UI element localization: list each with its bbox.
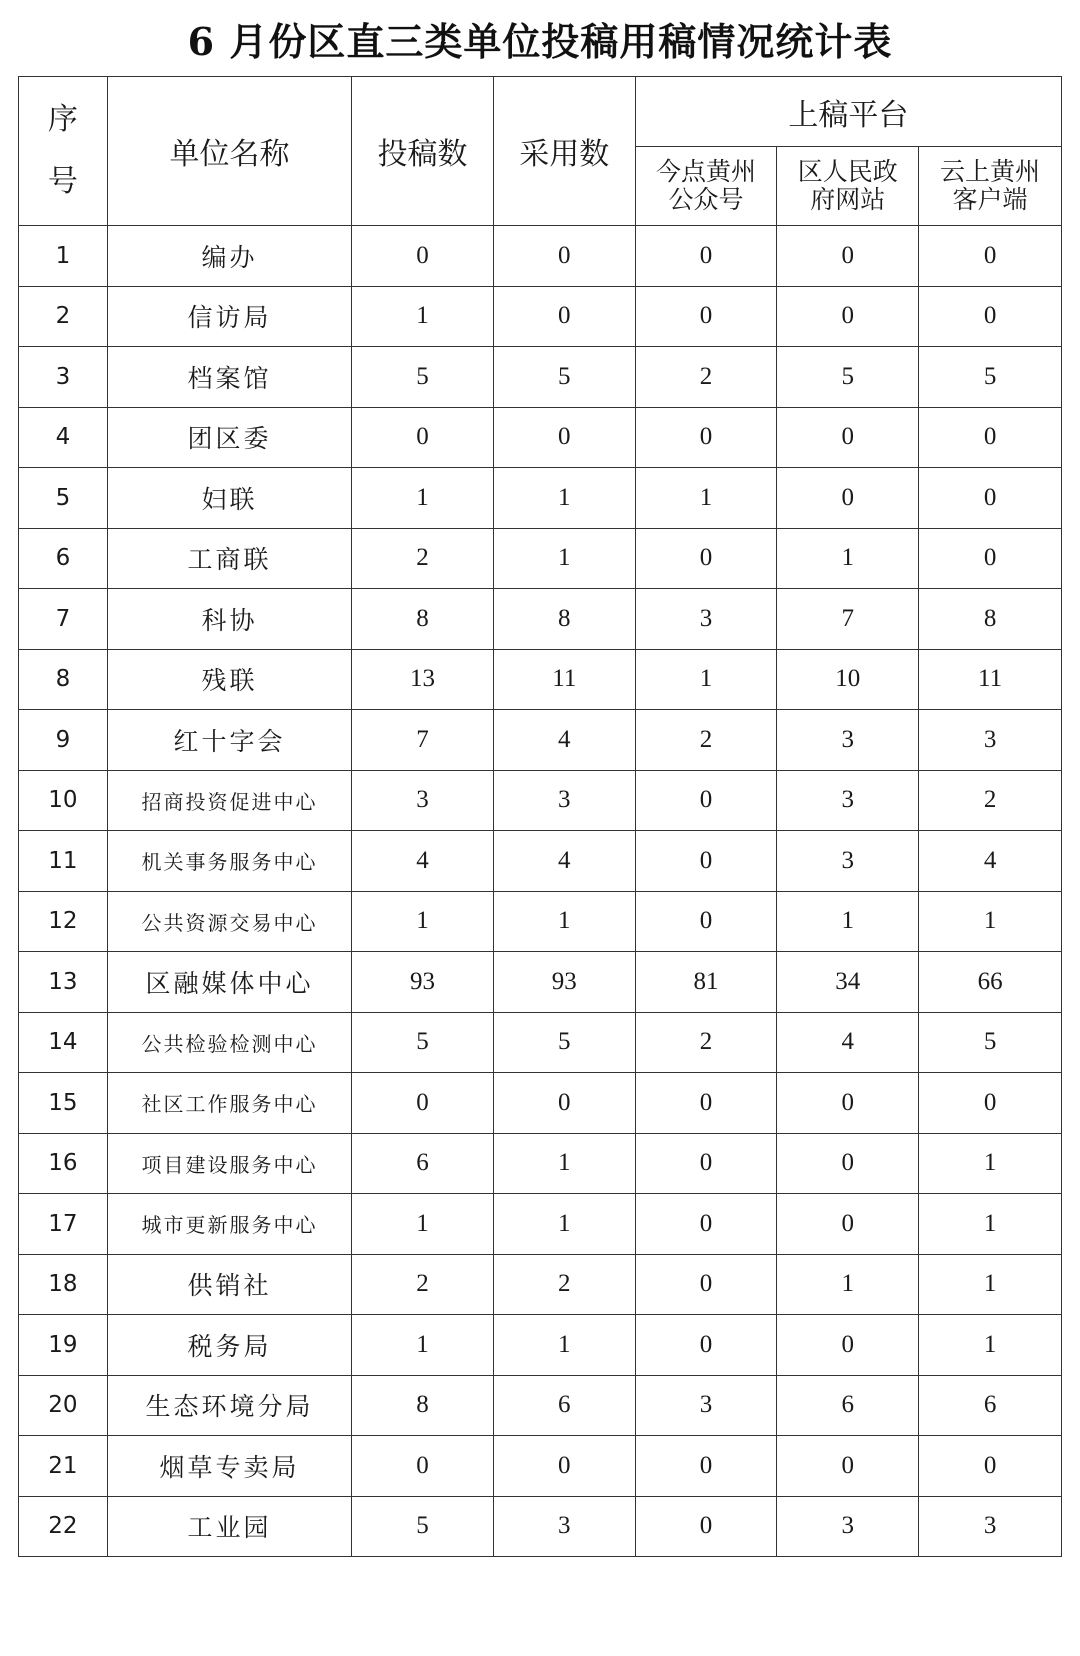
cell-platform-gov-site: 0 [777, 1194, 919, 1255]
cell-adopted: 1 [493, 1194, 635, 1255]
cell-unit-name: 税务局 [107, 1315, 351, 1376]
cell-adopted: 0 [493, 1436, 635, 1497]
cell-platform-yunshang: 5 [919, 1012, 1062, 1073]
cell-platform-yunshang: 66 [919, 952, 1062, 1013]
cell-submitted: 1 [352, 468, 494, 529]
cell-unit-name: 工商联 [107, 528, 351, 589]
cell-platform-yunshang: 1 [919, 891, 1062, 952]
cell-platform-jindian: 0 [635, 831, 777, 892]
cell-unit-name: 区融媒体中心 [107, 952, 351, 1013]
table-row [19, 468, 1062, 529]
cell-seq: 6 [19, 528, 108, 589]
cell-platform-gov-site: 0 [777, 468, 919, 529]
cell-platform-gov-site: 4 [777, 1012, 919, 1073]
cell-platform-gov-site: 0 [777, 1073, 919, 1134]
cell-platform-yunshang: 3 [919, 710, 1062, 771]
cell-unit-name: 项目建设服务中心 [107, 1133, 351, 1194]
header-platform-jindian-line2: 公众号 [668, 185, 744, 214]
cell-adopted: 0 [493, 1073, 635, 1134]
cell-platform-gov-site: 1 [777, 891, 919, 952]
cell-unit-name: 供销社 [107, 1254, 351, 1315]
cell-seq: 13 [19, 952, 108, 1013]
cell-platform-jindian: 0 [635, 1073, 777, 1134]
cell-unit-name: 科协 [107, 589, 351, 650]
cell-platform-jindian: 81 [635, 952, 777, 1013]
cell-seq: 3 [19, 347, 108, 408]
cell-seq: 16 [19, 1133, 108, 1194]
cell-submitted: 0 [352, 1436, 494, 1497]
cell-submitted: 8 [352, 589, 494, 650]
table-row [19, 347, 1062, 408]
cell-adopted: 0 [493, 407, 635, 468]
cell-platform-yunshang: 5 [919, 347, 1062, 408]
cell-platform-yunshang: 3 [919, 1496, 1062, 1557]
header-platform-gov-site [777, 147, 919, 226]
header-unit-name: 单位名称 [107, 77, 351, 226]
cell-platform-yunshang: 8 [919, 589, 1062, 650]
cell-platform-gov-site: 0 [777, 1315, 919, 1376]
cell-adopted: 93 [493, 952, 635, 1013]
page-title: 6 月份区直三类单位投稿用稿情况统计表 [187, 19, 893, 64]
cell-submitted: 0 [352, 1073, 494, 1134]
table-row [19, 407, 1062, 468]
table-row [19, 952, 1062, 1013]
cell-unit-name: 工业园 [107, 1496, 351, 1557]
cell-unit-name: 招商投资促进中心 [107, 770, 351, 831]
header-platform-group: 上稿平台 [635, 77, 1061, 147]
cell-platform-yunshang: 0 [919, 528, 1062, 589]
table-row [19, 1315, 1062, 1376]
cell-adopted: 5 [493, 1012, 635, 1073]
cell-platform-gov-site: 1 [777, 1254, 919, 1315]
cell-platform-jindian: 0 [635, 286, 777, 347]
cell-seq: 22 [19, 1496, 108, 1557]
cell-platform-yunshang: 1 [919, 1254, 1062, 1315]
header-platform-yunshang [919, 147, 1062, 226]
cell-adopted: 5 [493, 347, 635, 408]
table-row [19, 1496, 1062, 1557]
cell-adopted: 1 [493, 1315, 635, 1376]
cell-platform-gov-site: 7 [777, 589, 919, 650]
cell-platform-yunshang: 2 [919, 770, 1062, 831]
cell-submitted: 1 [352, 1315, 494, 1376]
cell-platform-jindian: 0 [635, 770, 777, 831]
cell-platform-jindian: 2 [635, 1012, 777, 1073]
header-platform-gov-site-line1: 区人民政 [797, 157, 898, 186]
cell-seq: 18 [19, 1254, 108, 1315]
header-platform-jindian [635, 147, 777, 226]
cell-unit-name: 信访局 [107, 286, 351, 347]
cell-submitted: 3 [352, 770, 494, 831]
table-row [19, 710, 1062, 771]
table-row [19, 286, 1062, 347]
cell-platform-jindian: 0 [635, 407, 777, 468]
cell-platform-yunshang: 1 [919, 1315, 1062, 1376]
cell-submitted: 5 [352, 1012, 494, 1073]
cell-seq: 7 [19, 589, 108, 650]
cell-platform-jindian: 1 [635, 649, 777, 710]
cell-seq: 2 [19, 286, 108, 347]
cell-platform-gov-site: 3 [777, 831, 919, 892]
table-row [19, 226, 1062, 287]
cell-unit-name: 档案馆 [107, 347, 351, 408]
cell-platform-yunshang: 0 [919, 226, 1062, 287]
cell-unit-name: 公共资源交易中心 [107, 891, 351, 952]
cell-platform-yunshang: 1 [919, 1194, 1062, 1255]
cell-seq: 4 [19, 407, 108, 468]
cell-platform-gov-site: 34 [777, 952, 919, 1013]
cell-seq: 9 [19, 710, 108, 771]
cell-adopted: 0 [493, 286, 635, 347]
cell-unit-name: 机关事务服务中心 [107, 831, 351, 892]
statistics-table [18, 76, 1062, 1557]
cell-submitted: 8 [352, 1375, 494, 1436]
table-row [19, 649, 1062, 710]
cell-adopted: 0 [493, 226, 635, 287]
cell-platform-jindian: 0 [635, 1194, 777, 1255]
cell-seq: 17 [19, 1194, 108, 1255]
cell-platform-gov-site: 0 [777, 407, 919, 468]
header-adopted: 采用数 [493, 77, 635, 226]
cell-platform-yunshang: 11 [919, 649, 1062, 710]
cell-submitted: 5 [352, 347, 494, 408]
cell-platform-jindian: 0 [635, 891, 777, 952]
cell-seq: 11 [19, 831, 108, 892]
cell-platform-jindian: 0 [635, 1315, 777, 1376]
cell-seq: 8 [19, 649, 108, 710]
cell-platform-jindian: 0 [635, 528, 777, 589]
cell-platform-gov-site: 5 [777, 347, 919, 408]
cell-platform-yunshang: 0 [919, 1436, 1062, 1497]
cell-platform-yunshang: 4 [919, 831, 1062, 892]
cell-submitted: 0 [352, 407, 494, 468]
cell-platform-jindian: 0 [635, 1133, 777, 1194]
cell-unit-name: 残联 [107, 649, 351, 710]
header-seq: 序号 [19, 77, 108, 226]
cell-unit-name: 社区工作服务中心 [107, 1073, 351, 1134]
cell-seq: 10 [19, 770, 108, 831]
cell-unit-name: 团区委 [107, 407, 351, 468]
cell-platform-yunshang: 0 [919, 1073, 1062, 1134]
cell-unit-name: 红十字会 [107, 710, 351, 771]
cell-submitted: 93 [352, 952, 494, 1013]
cell-platform-jindian: 2 [635, 347, 777, 408]
cell-adopted: 2 [493, 1254, 635, 1315]
cell-platform-yunshang: 6 [919, 1375, 1062, 1436]
cell-submitted: 7 [352, 710, 494, 771]
cell-platform-jindian: 1 [635, 468, 777, 529]
table-row [19, 1073, 1062, 1134]
cell-seq: 14 [19, 1012, 108, 1073]
table-row [19, 891, 1062, 952]
cell-seq: 12 [19, 891, 108, 952]
table-row [19, 1194, 1062, 1255]
table-row [19, 770, 1062, 831]
cell-seq: 20 [19, 1375, 108, 1436]
table-row [19, 1375, 1062, 1436]
cell-adopted: 11 [493, 649, 635, 710]
header-row [19, 77, 1062, 147]
cell-submitted: 2 [352, 528, 494, 589]
table-row [19, 528, 1062, 589]
cell-unit-name: 生态环境分局 [107, 1375, 351, 1436]
cell-platform-gov-site: 0 [777, 1436, 919, 1497]
cell-unit-name: 烟草专卖局 [107, 1436, 351, 1497]
cell-submitted: 1 [352, 891, 494, 952]
cell-platform-gov-site: 10 [777, 649, 919, 710]
cell-platform-jindian: 3 [635, 589, 777, 650]
cell-submitted: 1 [352, 286, 494, 347]
cell-unit-name: 编办 [107, 226, 351, 287]
table-row [19, 589, 1062, 650]
cell-submitted: 1 [352, 1194, 494, 1255]
cell-adopted: 8 [493, 589, 635, 650]
cell-platform-gov-site: 0 [777, 1133, 919, 1194]
header-submitted: 投稿数 [352, 77, 494, 226]
cell-seq: 1 [19, 226, 108, 287]
cell-seq: 21 [19, 1436, 108, 1497]
cell-platform-gov-site: 3 [777, 770, 919, 831]
cell-unit-name: 妇联 [107, 468, 351, 529]
cell-adopted: 4 [493, 831, 635, 892]
table-row [19, 1254, 1062, 1315]
cell-submitted: 13 [352, 649, 494, 710]
cell-seq: 19 [19, 1315, 108, 1376]
cell-submitted: 2 [352, 1254, 494, 1315]
table-body [19, 226, 1062, 1557]
cell-platform-jindian: 2 [635, 710, 777, 771]
cell-adopted: 3 [493, 1496, 635, 1557]
cell-platform-jindian: 0 [635, 226, 777, 287]
cell-platform-jindian: 0 [635, 1254, 777, 1315]
cell-platform-jindian: 3 [635, 1375, 777, 1436]
table-row [19, 1133, 1062, 1194]
cell-adopted: 6 [493, 1375, 635, 1436]
table-row [19, 1012, 1062, 1073]
cell-platform-gov-site: 3 [777, 1496, 919, 1557]
cell-platform-gov-site: 6 [777, 1375, 919, 1436]
cell-submitted: 4 [352, 831, 494, 892]
table-row [19, 831, 1062, 892]
cell-platform-gov-site: 3 [777, 710, 919, 771]
cell-submitted: 6 [352, 1133, 494, 1194]
cell-platform-yunshang: 0 [919, 407, 1062, 468]
header-platform-jindian-line1: 今点黄州 [656, 157, 757, 186]
cell-platform-jindian: 0 [635, 1436, 777, 1497]
cell-platform-yunshang: 0 [919, 286, 1062, 347]
cell-seq: 5 [19, 468, 108, 529]
cell-adopted: 3 [493, 770, 635, 831]
table-row [19, 1436, 1062, 1497]
cell-platform-yunshang: 1 [919, 1133, 1062, 1194]
cell-platform-yunshang: 0 [919, 468, 1062, 529]
header-platform-yunshang-line2: 客户端 [952, 185, 1028, 214]
cell-adopted: 1 [493, 468, 635, 529]
cell-platform-gov-site: 0 [777, 286, 919, 347]
cell-adopted: 1 [493, 891, 635, 952]
cell-platform-gov-site: 0 [777, 226, 919, 287]
cell-platform-jindian: 0 [635, 1496, 777, 1557]
cell-submitted: 5 [352, 1496, 494, 1557]
header-platform-yunshang-line1: 云上黄州 [940, 157, 1041, 186]
cell-unit-name: 公共检验检测中心 [107, 1012, 351, 1073]
cell-submitted: 0 [352, 226, 494, 287]
cell-platform-gov-site: 1 [777, 528, 919, 589]
cell-adopted: 1 [493, 1133, 635, 1194]
header-platform-gov-site-line2: 府网站 [810, 185, 886, 214]
cell-adopted: 4 [493, 710, 635, 771]
cell-seq: 15 [19, 1073, 108, 1134]
cell-unit-name: 城市更新服务中心 [107, 1194, 351, 1255]
cell-adopted: 1 [493, 528, 635, 589]
